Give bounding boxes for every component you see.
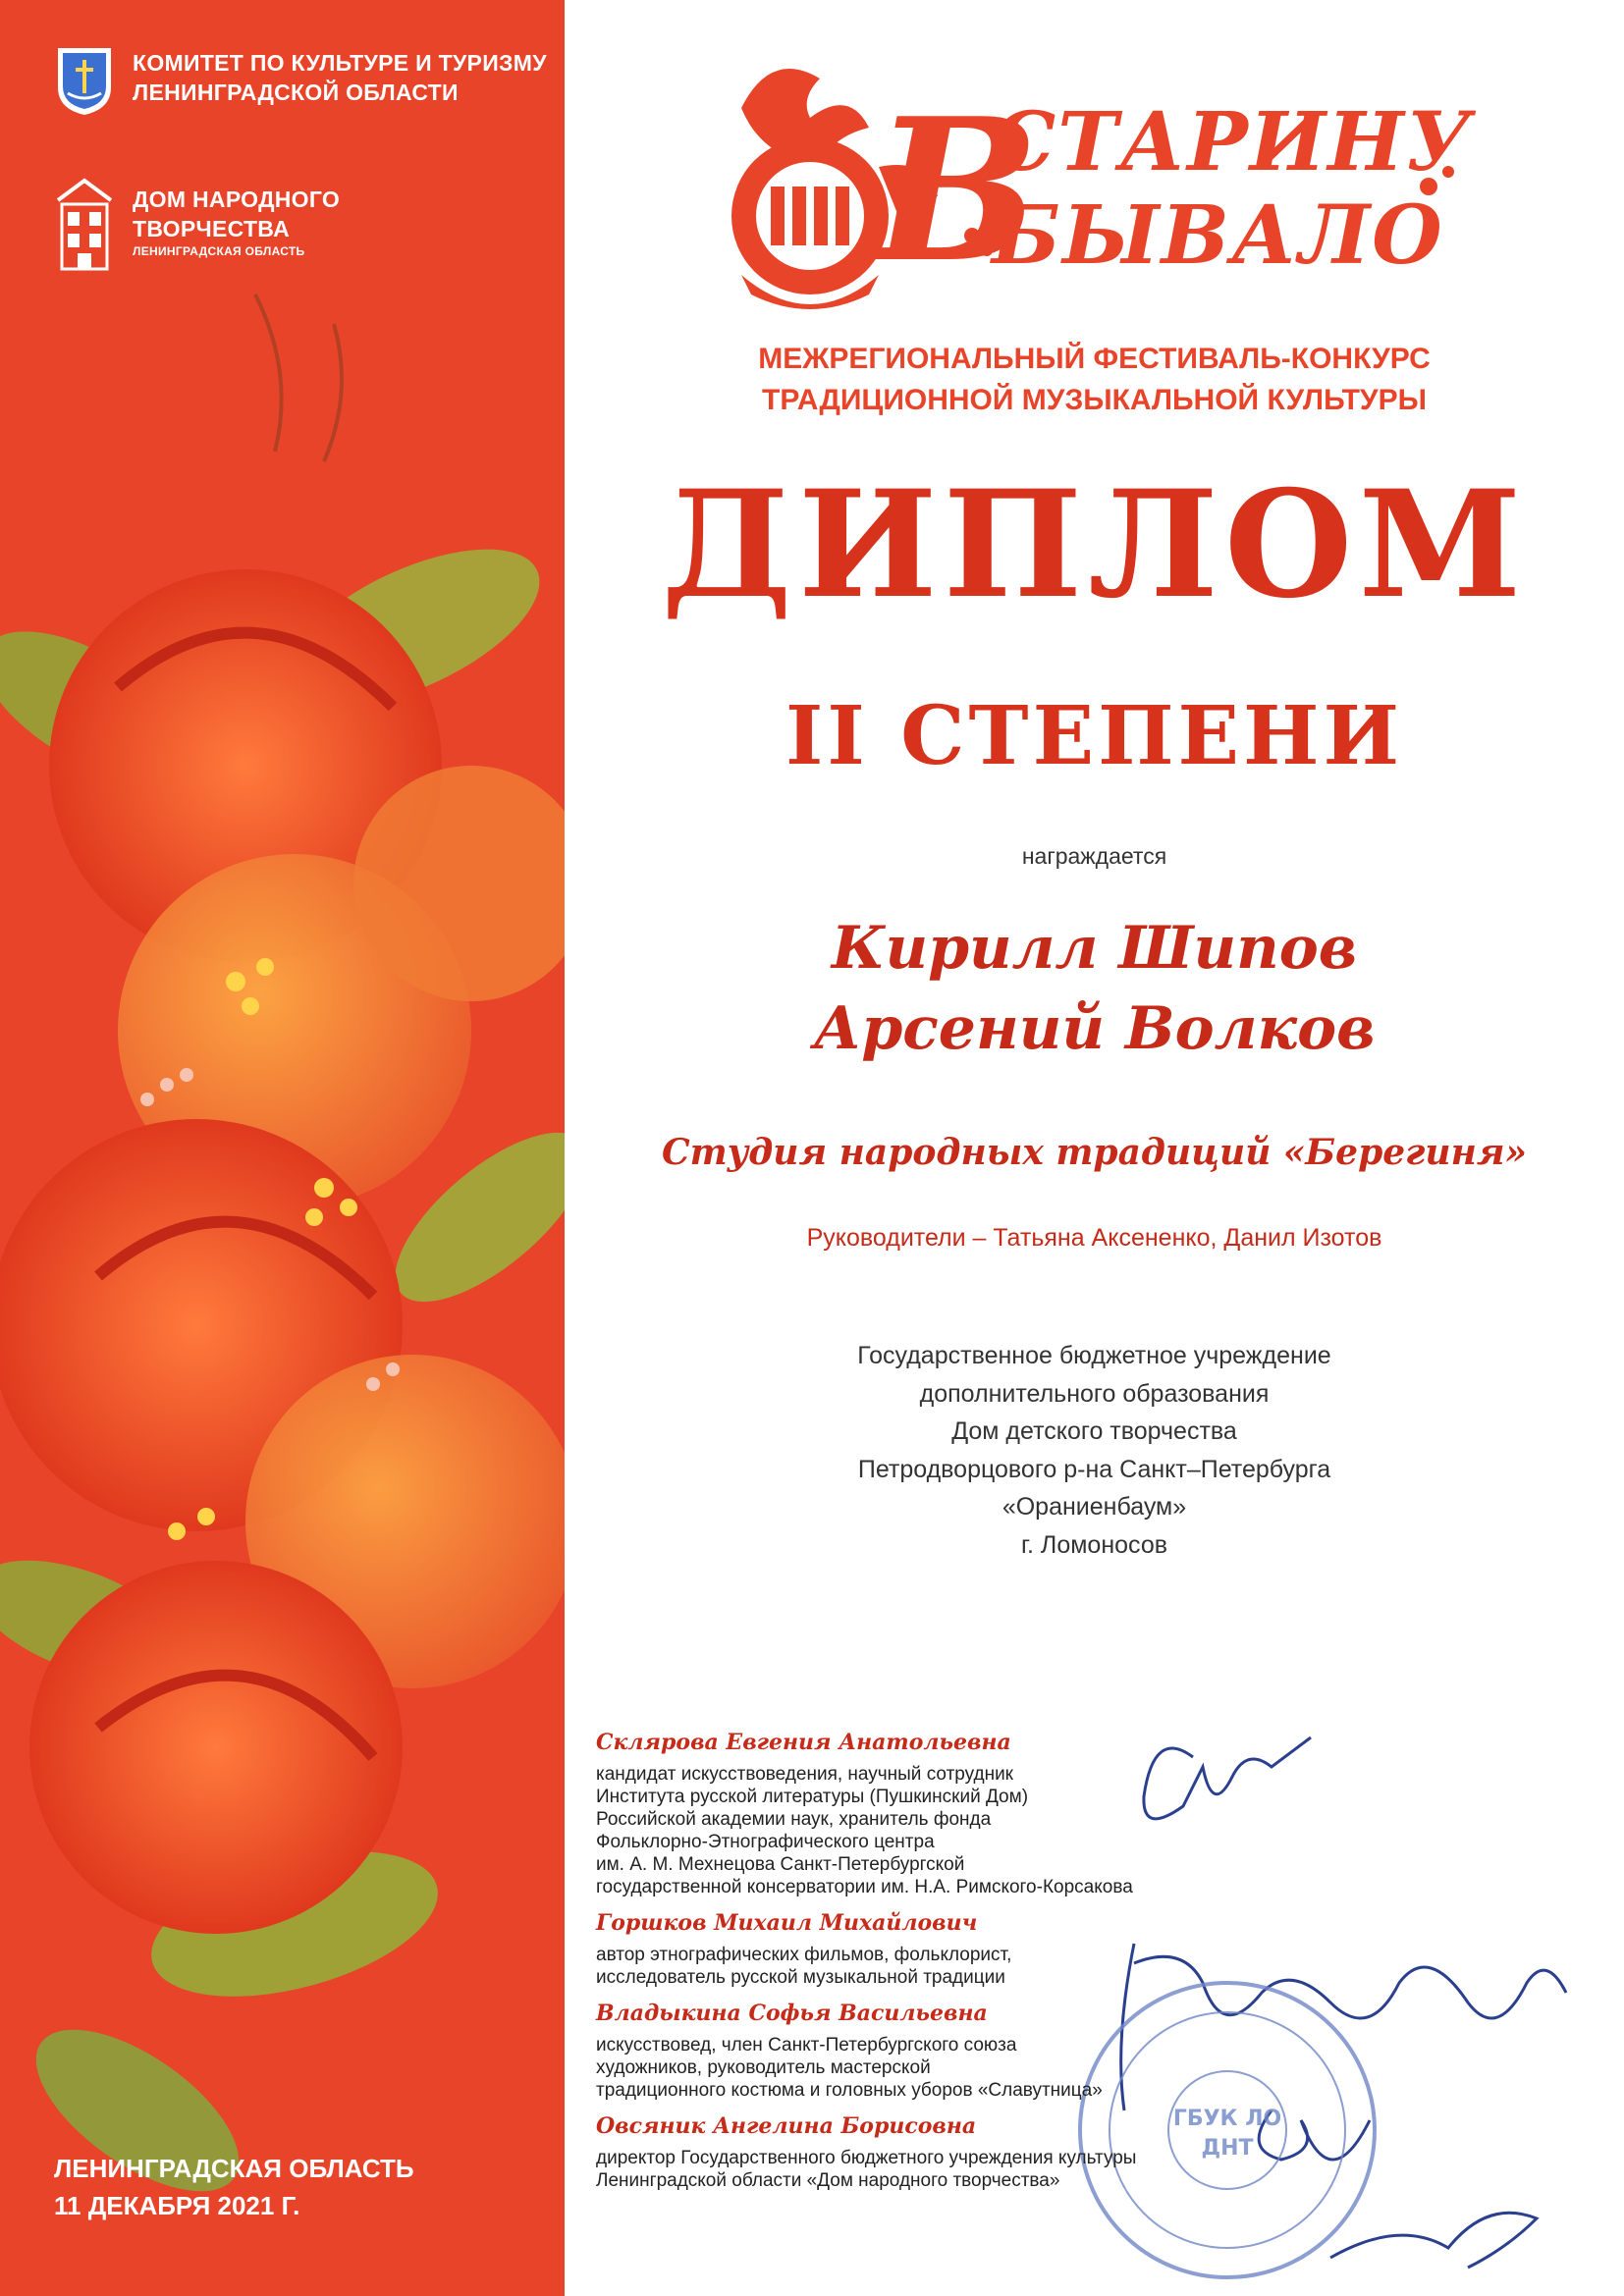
jury-desc-line: директор Государственного бюджетного учреждения культуры [596, 2148, 1137, 2168]
institution-line: дополнительного образования [919, 1379, 1270, 1408]
awardee-names [565, 908, 1624, 1069]
awardee-name-2: Арсений Волков [813, 994, 1376, 1063]
institution-line: Государственное бюджетное учреждение [857, 1342, 1331, 1369]
festival-description-line-2: ТРАДИЦИОННОЙ МУЗЫКАЛЬНОЙ КУЛЬТУРЫ [762, 384, 1427, 416]
jury-desc-line: им. А. М. Мехнецова Санкт-Петербургской [596, 1854, 965, 1875]
institution-line: Петродворцового р-на Санкт–Петербурга [857, 1455, 1331, 1483]
committee-logo [54, 44, 547, 119]
jury-member [596, 1999, 1342, 2102]
jury-name: Склярова Евгения Анатольевна [596, 1730, 1011, 1755]
jury-desc-line: Фольклорно-Этнографического центра [596, 1832, 935, 1852]
festival-description-line-1: МЕЖРЕГИОНАЛЬНЫЙ ФЕСТИВАЛЬ-КОНКУРС [758, 343, 1431, 375]
jury-member [596, 1908, 1342, 1989]
jury-desc-line: искусствовед, член Санкт-Петербургского союза [596, 2035, 1017, 2056]
jury-desc-line: Ленинградской области «Дом народного творчества» [596, 2170, 1060, 2191]
region-label: ЛЕНИНГРАДСКАЯ ОБЛАСТЬ [54, 2154, 414, 2183]
house-logo [54, 177, 340, 275]
jury-desc-line: исследователь русской музыкальной традиции [596, 1967, 1005, 1988]
festival-description [565, 339, 1624, 421]
seal-center-text-2: ДНТ [1201, 2136, 1254, 2161]
jury-name: Горшков Михаил Михайлович [596, 1910, 978, 1936]
place-and-date [54, 2150, 414, 2224]
jury-description [596, 1944, 1342, 1989]
leaders-line: Руководители – Татьяна Аксененко, Данил Изотов [806, 1224, 1382, 1252]
jury-desc-line: художников, руководитель мастерской [596, 2057, 931, 2078]
diploma-title: ДИПЛОМ [661, 458, 1528, 631]
floral-painting-icon [0, 0, 565, 2296]
date-label: 11 ДЕКАБРЯ 2021 Г. [54, 2191, 300, 2220]
jury-desc-line: Российской академии наук, хранитель фонда [596, 1809, 992, 1830]
decorative-panel [0, 0, 565, 2296]
jury-name: Владыкина Софья Васильевна [596, 2001, 988, 2026]
institution-line: «Ораниенбаум» [1001, 1493, 1187, 1521]
seal-center-text: ГБУК ЛО [1172, 2107, 1282, 2131]
house-line-1: ДОМ НАРОДНОГО [133, 187, 341, 212]
awarded-label: награждается [1021, 843, 1167, 869]
studio-name: Студия народных традиций «Берегиня» [662, 1132, 1527, 1173]
diploma-degree: II СТЕПЕНИ [785, 689, 1403, 783]
committee-line-1: КОМИТЕТ ПО КУЛЬТУРЕ И ТУРИЗМУ [133, 50, 547, 76]
diploma-content [565, 0, 1624, 2296]
jury-description [596, 1763, 1342, 1898]
house-line-2: ТВОРЧЕСТВА [133, 216, 290, 241]
jury-member [596, 1728, 1342, 1898]
jury-description [596, 2034, 1342, 2102]
institution-line: г. Ломоносов [1020, 1530, 1168, 1559]
jury-list [596, 1728, 1342, 2202]
folk-house-icon [54, 177, 115, 275]
jury-name: Овсяник Ангелина Борисовна [596, 2113, 977, 2139]
house-line-3: ЛЕНИНГРАДСКАЯ ОБЛАСТЬ [133, 244, 305, 258]
committee-line-2: ЛЕНИНГРАДСКОЙ ОБЛАСТИ [133, 80, 459, 105]
festival-title-line-2: БЫВАЛО [992, 188, 1444, 283]
coat-of-arms-icon [54, 44, 115, 119]
jury-desc-line: кандидат искусствоведения, научный сотрудник [596, 1764, 1013, 1785]
jury-description [596, 2147, 1342, 2192]
awardee-name-1: Кирилл Шипов [831, 914, 1358, 983]
jury-desc-line: государственной консерватории им. Н.А. Римского-Корсакова [596, 1877, 1133, 1897]
institution-line: Дом детского творчества [951, 1417, 1237, 1445]
institution-block [565, 1337, 1624, 1564]
festival-title-line-1: СТАРИНУ [992, 95, 1474, 189]
jury-member [596, 2111, 1342, 2192]
festival-title-letter: В [874, 76, 1041, 306]
jury-desc-line: традиционного костюма и головных уборов «Славутница» [596, 2080, 1103, 2101]
jury-desc-line: автор этнографических фильмов, фольклорист, [596, 1945, 1012, 1965]
jury-desc-line: Института русской литературы (Пушкинский Дом) [596, 1787, 1029, 1807]
